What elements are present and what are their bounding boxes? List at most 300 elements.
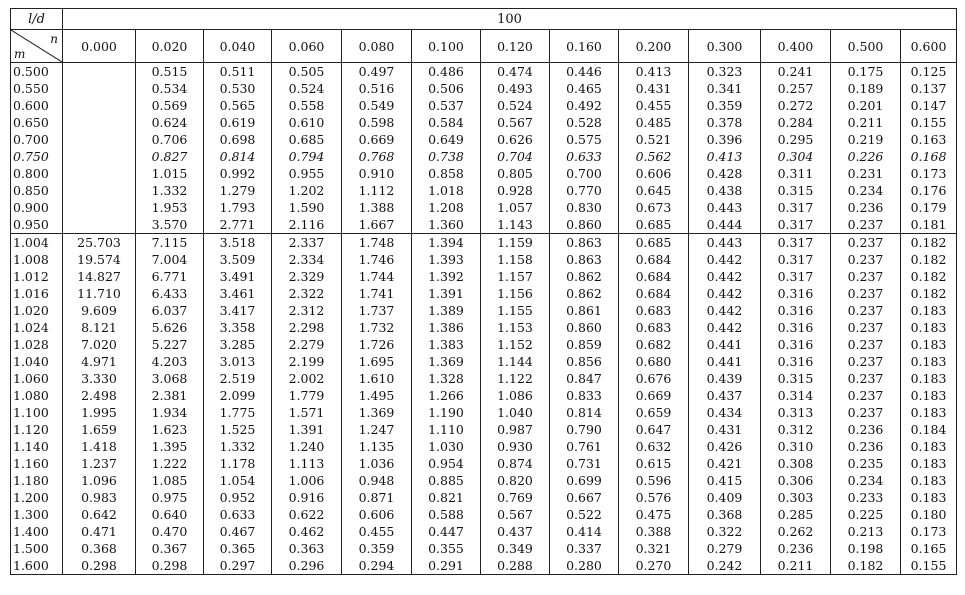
table-cell: 1.659: [63, 421, 136, 438]
table-cell: 0.622: [272, 506, 342, 523]
table-cell: 0.485: [619, 114, 689, 131]
table-cell: 0.284: [761, 114, 831, 131]
table-cell: 1.110: [412, 421, 481, 438]
table-cell: 0.447: [412, 523, 481, 540]
table-cell: 0.155: [901, 557, 957, 575]
table-cell: 4.203: [136, 353, 204, 370]
table-cell: 0.684: [619, 268, 689, 285]
table-cell: 0.236: [831, 199, 901, 216]
table-cell: 0.219: [831, 131, 901, 148]
table-cell: 0.297: [204, 557, 272, 575]
row-header-m: 1.400: [11, 523, 63, 540]
table-cell: 0.396: [689, 131, 761, 148]
table-cell: 3.518: [204, 234, 272, 252]
table-cell: 0.316: [761, 319, 831, 336]
table-cell: 1.086: [481, 387, 550, 404]
table-cell: 0.298: [63, 557, 136, 575]
table-cell: 0.279: [689, 540, 761, 557]
table-cell: 0.231: [831, 165, 901, 182]
table-cell: 0.814: [550, 404, 619, 421]
table-cell: 2.199: [272, 353, 342, 370]
table-row: [11, 404, 957, 421]
table-cell: 0.954: [412, 455, 481, 472]
table-cell: 0.183: [901, 438, 957, 455]
table-cell: 0.270: [619, 557, 689, 575]
table-cell: 1.247: [342, 421, 412, 438]
table-cell: 0.438: [689, 182, 761, 199]
table-cell: 0.296: [272, 557, 342, 575]
row-header-m: 1.500: [11, 540, 63, 557]
table-row: [11, 63, 957, 81]
table-cell: 0.521: [619, 131, 689, 148]
table-cell: 0.534: [136, 80, 204, 97]
table-row: [11, 234, 957, 252]
table-cell: 0.183: [901, 302, 957, 319]
table-cell: 0.441: [689, 336, 761, 353]
table-cell: 0.524: [481, 97, 550, 114]
table-cell: 0.667: [550, 489, 619, 506]
table-cell: 2.312: [272, 302, 342, 319]
table-cell: 0.704: [481, 148, 550, 165]
m-label: m: [14, 47, 26, 61]
table-cell: 0.619: [204, 114, 272, 131]
table-cell: 0.316: [761, 353, 831, 370]
table-cell: 0.647: [619, 421, 689, 438]
table-cell: 1.391: [412, 285, 481, 302]
table-cell: 0.987: [481, 421, 550, 438]
table-cell: [63, 148, 136, 165]
table-cell: 0.471: [63, 523, 136, 540]
table-cell: 0.434: [689, 404, 761, 421]
table-cell: 0.262: [761, 523, 831, 540]
coefficient-table: [10, 8, 957, 575]
table-cell: 6.037: [136, 302, 204, 319]
table-cell: 0.505: [272, 63, 342, 81]
table-cell: 0.685: [619, 216, 689, 234]
table-cell: 0.310: [761, 438, 831, 455]
table-cell: 0.684: [619, 251, 689, 268]
table-cell: 3.570: [136, 216, 204, 234]
row-header-m: 1.004: [11, 234, 63, 252]
table-cell: 0.426: [689, 438, 761, 455]
table-cell: 0.317: [761, 268, 831, 285]
table-cell: 0.685: [272, 131, 342, 148]
n-label: n: [50, 32, 58, 46]
table-cell: 0.163: [901, 131, 957, 148]
table-cell: 2.381: [136, 387, 204, 404]
table-cell: 1.018: [412, 182, 481, 199]
table-row: [11, 336, 957, 353]
table-cell: 0.916: [272, 489, 342, 506]
table-cell: 0.565: [204, 97, 272, 114]
table-row: [11, 489, 957, 506]
row-header-m: 1.300: [11, 506, 63, 523]
table-cell: [63, 216, 136, 234]
table-cell: 0.562: [619, 148, 689, 165]
table-cell: 0.649: [412, 131, 481, 148]
table-cell: 1.096: [63, 472, 136, 489]
table-cell: 1.054: [204, 472, 272, 489]
table-cell: 1.240: [272, 438, 342, 455]
table-cell: 0.437: [689, 387, 761, 404]
table-cell: 1.222: [136, 455, 204, 472]
table-cell: 0.368: [63, 540, 136, 557]
table-cell: 1.383: [412, 336, 481, 353]
table-cell: 0.176: [901, 182, 957, 199]
table-cell: 2.334: [272, 251, 342, 268]
table-cell: 0.428: [689, 165, 761, 182]
table-cell: 1.748: [342, 234, 412, 252]
row-header-m: 0.950: [11, 216, 63, 234]
table-cell: 2.329: [272, 268, 342, 285]
table-row: [11, 319, 957, 336]
table-cell: 0.952: [204, 489, 272, 506]
table-cell: 0.862: [550, 285, 619, 302]
table-cell: 0.234: [831, 182, 901, 199]
row-header-m: 1.040: [11, 353, 63, 370]
table-cell: [63, 97, 136, 114]
table-cell: 1.190: [412, 404, 481, 421]
table-cell: 0.575: [550, 131, 619, 148]
table-cell: 0.983: [63, 489, 136, 506]
table-cell: 1.157: [481, 268, 550, 285]
table-cell: 1.152: [481, 336, 550, 353]
row-header-m: 1.140: [11, 438, 63, 455]
row-header-m: 1.020: [11, 302, 63, 319]
table-cell: 3.013: [204, 353, 272, 370]
table-cell: 1.590: [272, 199, 342, 216]
table-cell: 11.710: [63, 285, 136, 302]
table-row: [11, 353, 957, 370]
table-cell: 0.537: [412, 97, 481, 114]
row-header-m: 1.028: [11, 336, 63, 353]
table-row: [11, 251, 957, 268]
table-cell: 0.549: [342, 97, 412, 114]
table-cell: 4.971: [63, 353, 136, 370]
table-cell: 1.953: [136, 199, 204, 216]
row-header-m: 1.080: [11, 387, 63, 404]
table-cell: 1.158: [481, 251, 550, 268]
table-cell: [63, 114, 136, 131]
table-cell: 0.794: [272, 148, 342, 165]
table-cell: [63, 131, 136, 148]
table-cell: 0.363: [272, 540, 342, 557]
table-cell: 25.703: [63, 234, 136, 252]
table-cell: 0.874: [481, 455, 550, 472]
table-cell: 1.332: [204, 438, 272, 455]
table-cell: 0.624: [136, 114, 204, 131]
table-cell: 1.732: [342, 319, 412, 336]
table-cell: 1.015: [136, 165, 204, 182]
table-cell: 0.698: [204, 131, 272, 148]
row-header-m: 1.160: [11, 455, 63, 472]
table-cell: 0.349: [481, 540, 550, 557]
column-header: 0.120: [481, 30, 550, 63]
table-row: [11, 557, 957, 575]
table-cell: 0.421: [689, 455, 761, 472]
table-cell: 0.359: [689, 97, 761, 114]
table-cell: 0.475: [619, 506, 689, 523]
table-cell: 0.862: [550, 268, 619, 285]
header-row-n: [11, 30, 957, 63]
table-cell: 3.330: [63, 370, 136, 387]
table-cell: 0.237: [831, 353, 901, 370]
table-cell: 0.315: [761, 370, 831, 387]
table-cell: 7.004: [136, 251, 204, 268]
table-cell: 0.885: [412, 472, 481, 489]
table-cell: 6.433: [136, 285, 204, 302]
table-cell: 0.431: [619, 80, 689, 97]
table-cell: 0.367: [136, 540, 204, 557]
table-cell: 0.125: [901, 63, 957, 81]
row-header-m: 1.600: [11, 557, 63, 575]
table-cell: 0.530: [204, 80, 272, 97]
table-cell: 0.769: [481, 489, 550, 506]
table-cell: 0.615: [619, 455, 689, 472]
table-cell: 1.036: [342, 455, 412, 472]
table-cell: 0.183: [901, 353, 957, 370]
table-cell: 0.237: [831, 251, 901, 268]
table-cell: 0.182: [901, 268, 957, 285]
table-cell: 0.182: [831, 557, 901, 575]
table-cell: 0.280: [550, 557, 619, 575]
table-cell: 0.237: [831, 336, 901, 353]
table-row: [11, 268, 957, 285]
table-cell: 0.626: [481, 131, 550, 148]
table-cell: 0.955: [272, 165, 342, 182]
table-cell: 0.291: [412, 557, 481, 575]
table-cell: 0.860: [550, 216, 619, 234]
table-row: [11, 302, 957, 319]
table-cell: 0.511: [204, 63, 272, 81]
row-header-m: 0.700: [11, 131, 63, 148]
table-cell: 0.359: [342, 540, 412, 557]
table-row: [11, 80, 957, 97]
table-cell: 0.431: [689, 421, 761, 438]
table-cell: 0.506: [412, 80, 481, 97]
table-cell: 0.180: [901, 506, 957, 523]
table-cell: 0.462: [272, 523, 342, 540]
table-cell: 0.474: [481, 63, 550, 81]
table-cell: 0.847: [550, 370, 619, 387]
table-cell: 0.706: [136, 131, 204, 148]
table-row: [11, 506, 957, 523]
table-cell: 0.606: [342, 506, 412, 523]
table-cell: 1.369: [342, 404, 412, 421]
table-cell: 1.266: [412, 387, 481, 404]
table-cell: 0.165: [901, 540, 957, 557]
table-cell: 0.315: [761, 182, 831, 199]
row-header-m: 1.008: [11, 251, 63, 268]
table-cell: 0.308: [761, 455, 831, 472]
table-cell: 2.337: [272, 234, 342, 252]
table-cell: 1.391: [272, 421, 342, 438]
table-cell: 1.135: [342, 438, 412, 455]
table-cell: 0.830: [550, 199, 619, 216]
table-cell: [63, 199, 136, 216]
table-cell: 2.771: [204, 216, 272, 234]
table-cell: 0.368: [689, 506, 761, 523]
table-cell: 0.493: [481, 80, 550, 97]
table-cell: 1.202: [272, 182, 342, 199]
table-cell: 0.183: [901, 336, 957, 353]
table-cell: [63, 182, 136, 199]
table-cell: 0.365: [204, 540, 272, 557]
table-cell: 0.805: [481, 165, 550, 182]
table-cell: 0.683: [619, 302, 689, 319]
table-cell: 2.002: [272, 370, 342, 387]
table-cell: 0.761: [550, 438, 619, 455]
table-cell: 0.234: [831, 472, 901, 489]
table-cell: 0.213: [831, 523, 901, 540]
table-row: [11, 540, 957, 557]
table-cell: 0.928: [481, 182, 550, 199]
table-cell: 0.183: [901, 370, 957, 387]
table-cell: 1.360: [412, 216, 481, 234]
table-cell: 0.233: [831, 489, 901, 506]
table-cell: 0.588: [412, 506, 481, 523]
table-cell: 0.179: [901, 199, 957, 216]
row-header-m: 0.850: [11, 182, 63, 199]
table-cell: 1.793: [204, 199, 272, 216]
column-header: 0.000: [63, 30, 136, 63]
table-cell: 1.144: [481, 353, 550, 370]
table-cell: 1.775: [204, 404, 272, 421]
table-cell: 0.598: [342, 114, 412, 131]
table-cell: 0.596: [619, 472, 689, 489]
table-cell: 0.576: [619, 489, 689, 506]
table-cell: 1.112: [342, 182, 412, 199]
table-cell: 0.444: [689, 216, 761, 234]
column-header: 0.080: [342, 30, 412, 63]
table-cell: 0.858: [412, 165, 481, 182]
table-cell: 2.279: [272, 336, 342, 353]
table-cell: 0.182: [901, 251, 957, 268]
table-cell: 0.183: [901, 387, 957, 404]
table-cell: 0.640: [136, 506, 204, 523]
table-cell: 0.294: [342, 557, 412, 575]
table-cell: 2.116: [272, 216, 342, 234]
table-cell: 0.738: [412, 148, 481, 165]
table-row: [11, 148, 957, 165]
table-cell: 0.201: [831, 97, 901, 114]
row-header-m: 0.600: [11, 97, 63, 114]
table-cell: 2.099: [204, 387, 272, 404]
table-cell: 0.415: [689, 472, 761, 489]
table-cell: 5.227: [136, 336, 204, 353]
table-cell: 1.369: [412, 353, 481, 370]
table-cell: 0.413: [619, 63, 689, 81]
table-cell: 3.461: [204, 285, 272, 302]
table-cell: 0.437: [481, 523, 550, 540]
table-cell: 0.567: [481, 114, 550, 131]
table-cell: 0.378: [689, 114, 761, 131]
table-cell: 1.388: [342, 199, 412, 216]
table-cell: 0.321: [619, 540, 689, 557]
table-cell: 0.183: [901, 472, 957, 489]
table-cell: 0.863: [550, 234, 619, 252]
table-cell: 0.306: [761, 472, 831, 489]
table-cell: 0.863: [550, 251, 619, 268]
table-row: [11, 165, 957, 182]
table-cell: 1.237: [63, 455, 136, 472]
table-cell: 0.700: [550, 165, 619, 182]
table-cell: 0.930: [481, 438, 550, 455]
table-cell: 0.173: [901, 523, 957, 540]
column-header: 0.600: [901, 30, 957, 63]
column-header: 0.040: [204, 30, 272, 63]
row-header-m: 0.900: [11, 199, 63, 216]
table-cell: 0.821: [412, 489, 481, 506]
table-cell: 0.522: [550, 506, 619, 523]
table-cell: 0.155: [901, 114, 957, 131]
table-cell: 1.393: [412, 251, 481, 268]
table-cell: 0.633: [550, 148, 619, 165]
table-cell: 1.122: [481, 370, 550, 387]
table-cell: 0.558: [272, 97, 342, 114]
table-cell: 0.317: [761, 234, 831, 252]
table-cell: 0.173: [901, 165, 957, 182]
table-cell: 0.515: [136, 63, 204, 81]
table-cell: 5.626: [136, 319, 204, 336]
table-cell: 0.183: [901, 489, 957, 506]
table-cell: 0.606: [619, 165, 689, 182]
ld-label: l/d: [11, 9, 63, 30]
table-cell: 0.680: [619, 353, 689, 370]
table-cell: 0.183: [901, 319, 957, 336]
table-cell: 1.159: [481, 234, 550, 252]
table-cell: 0.236: [831, 421, 901, 438]
table-cell: 14.827: [63, 268, 136, 285]
column-header: 0.100: [412, 30, 481, 63]
table-cell: 0.467: [204, 523, 272, 540]
table-cell: 1.178: [204, 455, 272, 472]
table-cell: 1.155: [481, 302, 550, 319]
table-cell: 0.516: [342, 80, 412, 97]
table-cell: 0.285: [761, 506, 831, 523]
table-cell: 0.442: [689, 302, 761, 319]
table-cell: 0.317: [761, 199, 831, 216]
table-cell: 1.418: [63, 438, 136, 455]
table-cell: 0.225: [831, 506, 901, 523]
table-cell: 0.388: [619, 523, 689, 540]
table-cell: 7.115: [136, 234, 204, 252]
table-cell: 1.328: [412, 370, 481, 387]
table-row: [11, 97, 957, 114]
table-cell: 0.439: [689, 370, 761, 387]
table-cell: 1.395: [136, 438, 204, 455]
table-cell: 0.314: [761, 387, 831, 404]
table-cell: 1.934: [136, 404, 204, 421]
table-cell: 0.237: [831, 404, 901, 421]
table-cell: 0.486: [412, 63, 481, 81]
table-cell: 0.856: [550, 353, 619, 370]
column-header: 0.200: [619, 30, 689, 63]
table-row: [11, 114, 957, 131]
table-cell: 0.465: [550, 80, 619, 97]
table-cell: 1.057: [481, 199, 550, 216]
table-cell: [63, 165, 136, 182]
table-cell: 2.498: [63, 387, 136, 404]
table-cell: 0.442: [689, 285, 761, 302]
header-row-ld: [11, 9, 957, 30]
column-header: 0.500: [831, 30, 901, 63]
table-cell: 19.574: [63, 251, 136, 268]
table-row: [11, 131, 957, 148]
table-cell: 0.337: [550, 540, 619, 557]
table-cell: 0.316: [761, 302, 831, 319]
table-cell: 1.495: [342, 387, 412, 404]
